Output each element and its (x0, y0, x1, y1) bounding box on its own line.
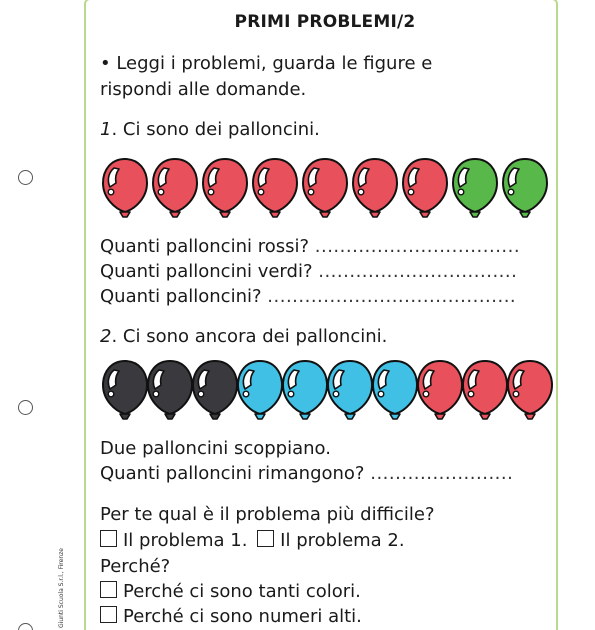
binder-hole (18, 170, 33, 185)
red-balloon-icon (100, 156, 150, 222)
red-balloon-icon (300, 156, 350, 222)
green-balloon-icon (450, 156, 500, 222)
reason-1 (100, 580, 361, 604)
publisher-credit: Giunti Scuola S.r.l., Firenze (58, 548, 65, 628)
checkbox-reason-2[interactable] (100, 606, 117, 623)
question-text: Quanti palloncini? (100, 286, 262, 307)
black-balloon-icon (100, 358, 150, 424)
problem-1-number: 1 (100, 119, 112, 140)
answer-blank[interactable]: ................................. (314, 236, 521, 257)
red-balloon-icon (250, 156, 300, 222)
problem-1-text: . Ci sono dei palloncini. (111, 119, 320, 140)
red-balloon-icon (150, 156, 200, 222)
red-balloon-icon (200, 156, 250, 222)
blue-balloon-icon (280, 358, 330, 424)
blue-balloon-icon (370, 358, 420, 424)
page-title: PRIMI PROBLEMI/2 (234, 12, 416, 32)
question-text: Quanti palloncini verdi? (100, 261, 313, 282)
red-balloon-icon (350, 156, 400, 222)
survey-options (100, 529, 405, 553)
blue-balloon-icon (325, 358, 375, 424)
problem-2-statement (100, 325, 387, 349)
problem-2-text: . Ci sono ancora dei palloncini. (111, 326, 388, 347)
checkbox-problem-1[interactable] (100, 530, 117, 547)
reason-2 (100, 605, 362, 629)
question-text: Quanti palloncini rimangono? (100, 463, 365, 484)
black-balloon-icon (190, 358, 240, 424)
red-balloon-icon (415, 358, 465, 424)
red-balloon-icon (505, 358, 555, 424)
why-label: Perché? (100, 556, 171, 577)
problem-1-statement (100, 118, 320, 142)
green-balloon-icon (500, 156, 550, 222)
problem-2-number: 2 (100, 326, 112, 347)
red-balloon-icon (400, 156, 450, 222)
balloon-row-2 (100, 358, 555, 424)
instruction-line-1: • Leggi i problemi, guarda le figure e (100, 53, 433, 74)
reason-1-text: Perché ci sono tanti colori. (123, 581, 361, 602)
black-balloon-icon (145, 358, 195, 424)
question-remaining (100, 462, 513, 486)
checkbox-reason-1[interactable] (100, 581, 117, 598)
checkbox-problem-2[interactable] (257, 530, 274, 547)
problem-2-line: Due palloncini scoppiano. (100, 438, 331, 459)
answer-blank[interactable]: ........................................ (267, 286, 517, 307)
answer-blank[interactable]: ....................... (370, 463, 514, 484)
binder-hole (18, 623, 33, 630)
balloon-row-1 (100, 156, 550, 222)
survey-question: Per te qual è il problema più difficile? (100, 504, 435, 525)
binder-hole (18, 400, 33, 415)
question-text: Quanti palloncini rossi? (100, 236, 310, 257)
option-problem-2: Il problema 2. (280, 530, 405, 551)
red-balloon-icon (460, 358, 510, 424)
question-red (100, 235, 520, 259)
blue-balloon-icon (235, 358, 285, 424)
question-total (100, 285, 516, 309)
instruction-line-2: rispondi alle domande. (100, 79, 307, 100)
answer-blank[interactable]: ................................ (318, 261, 518, 282)
reason-2-text: Perché ci sono numeri alti. (123, 606, 362, 627)
question-green (100, 260, 517, 284)
option-problem-1: Il problema 1. (123, 530, 248, 551)
